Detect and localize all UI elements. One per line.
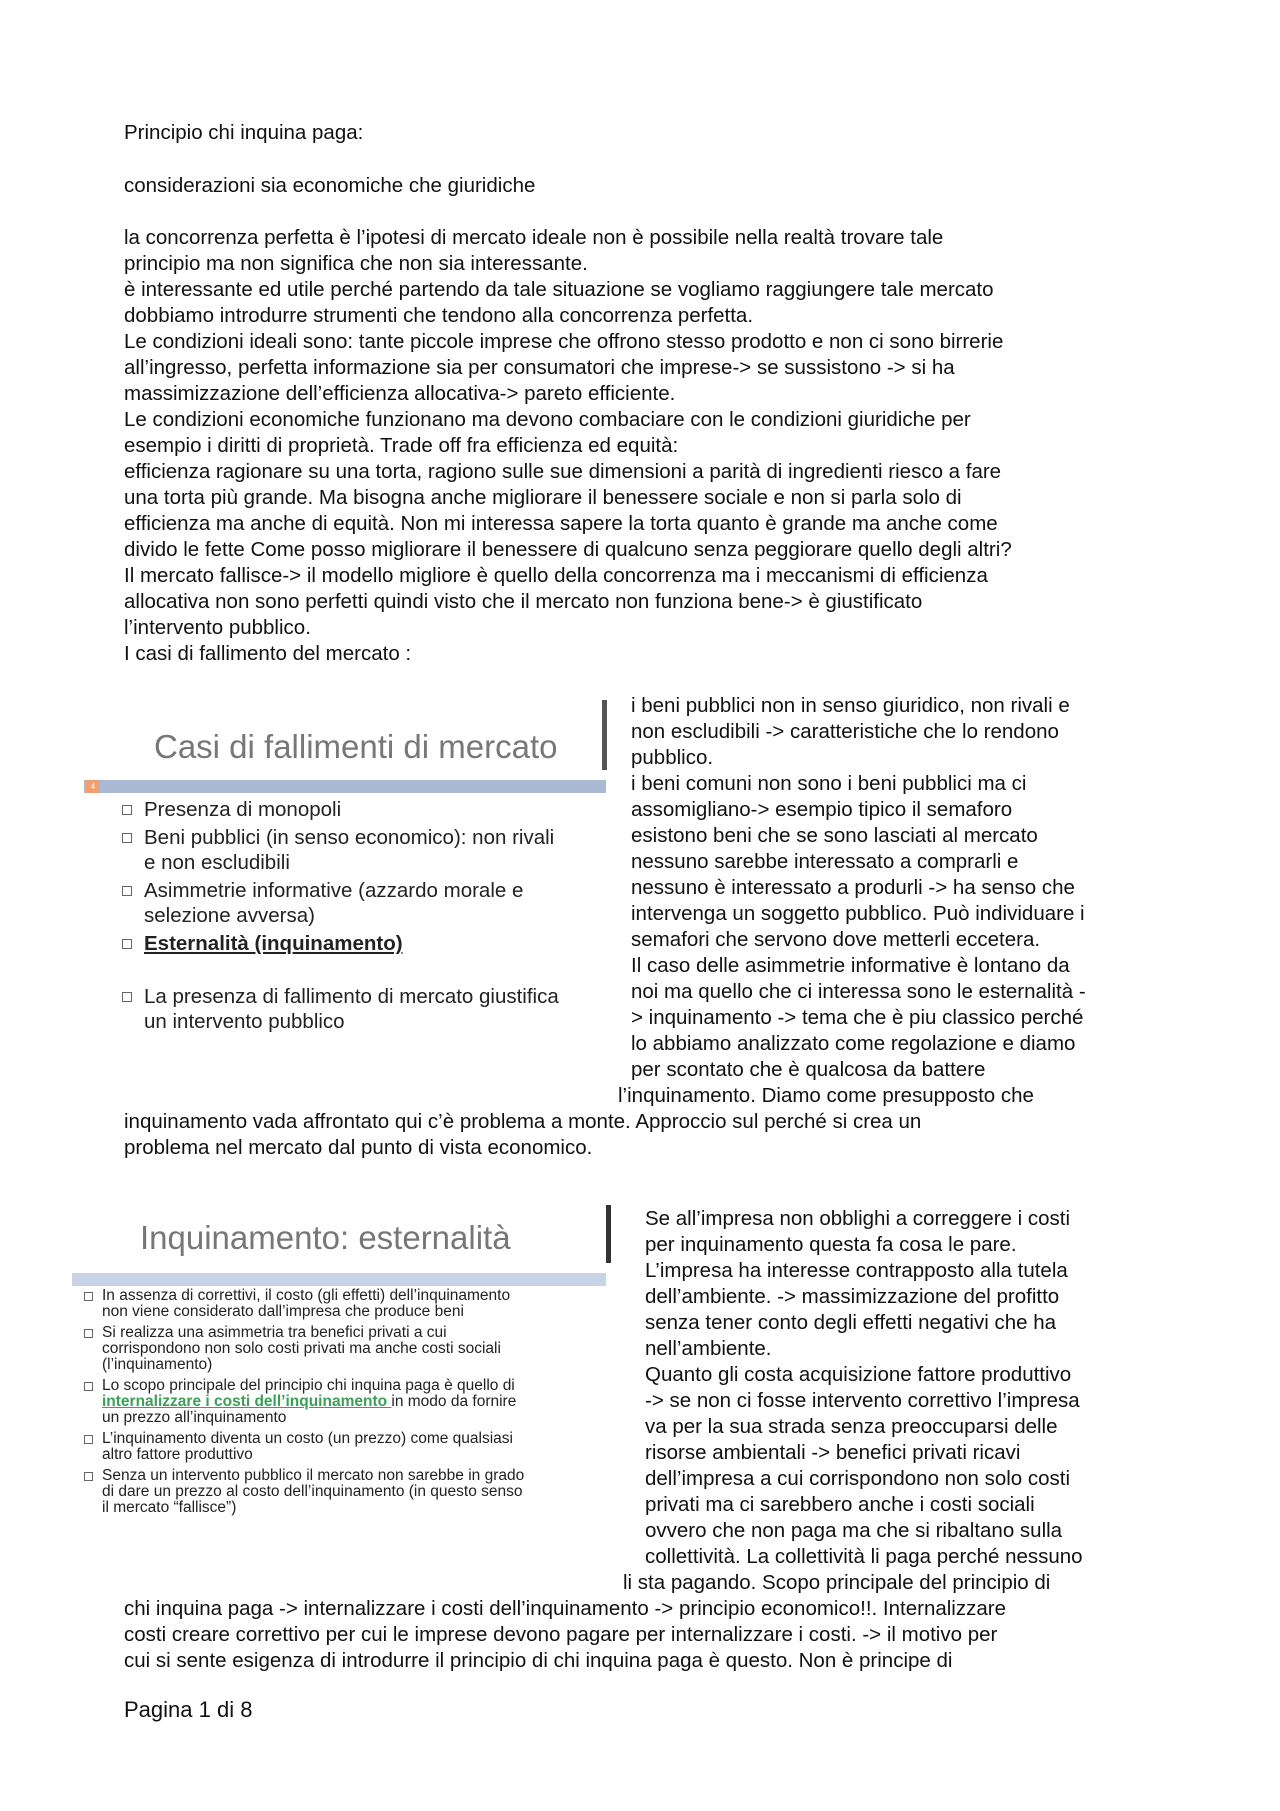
text-line: noi ma quello che ci interessa sono le esternalità - [631,980,1086,1003]
slide-bullet [120,797,600,822]
slide2-header-bar [72,1273,606,1286]
slide-bullet [82,1288,602,1320]
slide-bullet-text: Si realizza una asimmetria tra benefici privati a cui [102,1324,447,1341]
section1-wrap-line: l’inquinamento. Diamo come presupposto che [618,1084,1034,1107]
slide-bullet [82,1431,602,1463]
text-line: i beni comuni non sono i beni pubblici ma ci [631,772,1027,795]
text-line: all’ingresso, perfetta informazione sia per consumatori che imprese-> se sussistono -> si ha [124,356,955,379]
text-line: efficienza ragionare su una torta, ragiono sulle sue dimensioni a parità di ingredienti riesco a fare [124,460,1002,483]
page-number: Pagina 1 di 8 [124,1697,253,1722]
slide1-title: Casi di fallimenti di mercato [154,728,558,765]
slide2-title: Inquinamento: esternalità [140,1219,511,1256]
slide-bullet [82,1378,602,1426]
text-line: i beni pubblici non in senso giuridico, non rivali e [631,694,1070,717]
square-bullet-icon [122,886,132,896]
text-line: lo abbiamo analizzato come regolazione e diamo [631,1032,1076,1055]
text-line: nell’ambiente. [645,1337,772,1360]
text-line: pubblico. [631,746,714,769]
text-line: risorse ambientali -> benefici privati ricavi [645,1441,1021,1464]
text-line: > inquinamento -> tema che è piu classico perché [631,1006,1084,1029]
text-line: per inquinamento questa fa cosa le pare. [645,1233,1017,1256]
text-line: intervenga un soggetto pubblico. Può individuare i [631,902,1085,925]
text-line: collettività. La collettività li paga perché nessuno [645,1545,1083,1568]
slide-pollution-externality [72,1205,612,1560]
text-line: efficienza ma anche di equità. Non mi interessa sapere la torta quanto è grande ma anche come [124,512,998,535]
square-bullet-icon [84,1435,93,1444]
text-line: non escludibili -> caratteristiche che lo rendono [631,720,1059,743]
text-line: divido le fette Come posso migliorare il benessere di qualcuno senza peggiorare quello degli altri? [124,538,1012,561]
slide-bullet-line: Beni pubblici (in senso economico): non rivali [144,826,555,849]
slide-market-failures [84,700,614,1060]
text-line: senza tener conto degli effetti negativi che ha [645,1311,1057,1334]
slide-bullet [120,825,600,875]
slide-bullet-text: In assenza di correttivi, il costo (gli effetti) dell’inquinamento [102,1287,511,1304]
slide-bullet-text: (l’inquinamento) [102,1356,213,1373]
text-line: va per la sua strada senza preoccuparsi delle [645,1415,1058,1438]
text-line: l’intervento pubblico. [124,616,311,639]
highlighted-keyword: internalizzare i costi dell’inquinamento [102,1393,392,1410]
slide-bullet-text: il mercato “fallisce”) [102,1499,237,1516]
text-line: Il mercato fallisce-> il modello migliore è quello della concorrenza ma i meccanismi di efficienza [124,564,988,587]
text-line: Le condizioni ideali sono: tante piccole imprese che offrono stesso prodotto e non ci sono birrerie [124,330,1004,353]
slide1-header-bar [84,780,606,793]
slide1-bullets [120,797,600,1037]
text-line: nessuno è interessato a produrli -> ha senso che [631,876,1075,899]
square-bullet-icon [122,833,132,843]
text-line: dell’impresa a cui corrispondono non solo costi [645,1467,1071,1490]
slide-bullet-line: un intervento pubblico [144,1010,345,1033]
intro-paragraph [124,225,1174,667]
square-bullet-icon [122,939,132,949]
slide-bullet-line: Esternalità (inquinamento) [144,932,403,955]
slide-bullet-text: non viene considerato dall’impresa che produce beni [102,1303,464,1320]
slide-bullet [120,984,600,1034]
slide2-bullets [82,1288,602,1521]
text-line: assomigliano-> esempio tipico il semaforo [631,798,1013,821]
doc-subtitle: considerazioni sia economiche che giuridiche [124,174,536,197]
text-line: esistono beni che se sono lasciati al mercato [631,824,1038,847]
square-bullet-icon [84,1329,93,1338]
slide-bullet [120,878,600,928]
section1-after-text [124,1109,1174,1161]
section2-wrap-line: li sta pagando. Scopo principale del principio di [623,1571,1051,1594]
slide-bullet-text: altro fattore produttivo [102,1446,253,1463]
slide1-number: 4 [86,780,100,793]
text-line: allocativa non sono perfetti quindi visto che il mercato non funziona bene-> è giustificato [124,590,923,613]
doc-title: Principio chi inquina paga: [124,121,364,144]
text-line: I casi di fallimento del mercato : [124,642,412,665]
slide-bullet [120,931,600,956]
square-bullet-icon [122,992,132,1002]
slide-bullet-line: Presenza di monopoli [144,798,342,821]
text-line: cui si sente esigenza di introdurre il principio di chi inquina paga è questo. Non è principe di [124,1649,953,1672]
text-line: dell’ambiente. -> massimizzazione del profitto [645,1285,1060,1308]
text-line: la concorrenza perfetta è l’ipotesi di mercato ideale non è possibile nella realtà trovare tale [124,226,944,249]
text-line: nessuno sarebbe interessato a comprarli e [631,850,1019,873]
slide-bullet-text: L’inquinamento diventa un costo (un prezzo) come qualsiasi [102,1430,513,1447]
text-line: privati ma ci sarebbero anche i costi sociali [645,1493,1035,1516]
square-bullet-icon [84,1382,93,1391]
slide1-side-bar [602,700,607,770]
section1-side-text [631,693,1191,1083]
slide-bullet-text: corrispondono non solo costi privati ma anche costi sociali [102,1340,501,1357]
section2-after-text [124,1596,1174,1674]
text-line: dobbiamo introdurre strumenti che tendono alla concorrenza perfetta. [124,304,754,327]
slide-bullet-text: Senza un intervento pubblico il mercato non sarebbe in grado [102,1467,525,1484]
slide-bullet-line: e non escludibili [144,851,290,874]
text-line: ovvero che non paga ma che si ribaltano sulla [645,1519,1063,1542]
text-line: chi inquina paga -> internalizzare i costi dell’inquinamento -> principio economico!!. Internalizzare [124,1597,1006,1620]
text-line: -> se non ci fosse intervento correttivo l’impresa [645,1389,1080,1412]
slide-bullet-text: Lo scopo principale del principio chi inquina paga è quello di [102,1377,515,1394]
slide-bullet-text: in modo da fornire [391,1393,517,1410]
square-bullet-icon [84,1472,93,1481]
text-line: Se all’impresa non obblighi a correggere i costi [645,1207,1071,1230]
slide-bullet [82,1325,602,1373]
text-line: Quanto gli costa acquisizione fattore produttivo [645,1363,1072,1386]
slide-bullet-text: di dare un prezzo al costo dell’inquinamento (in questo senso [102,1483,523,1500]
text-line: L’impresa ha interesse contrapposto alla tutela [645,1259,1068,1282]
text-line: massimizzazione dell’efficienza allocativa-> pareto efficiente. [124,382,676,405]
text-line: una torta più grande. Ma bisogna anche migliorare il benessere sociale e non si parla solo di [124,486,962,509]
text-line: principio ma non significa che non sia interessante. [124,252,588,275]
section2-side-text [645,1206,1185,1570]
text-line: Il caso delle asimmetrie informative è lontano da [631,954,1070,977]
text-line: esempio i diritti di proprietà. Trade off fra efficienza ed equità: [124,434,679,457]
square-bullet-icon [122,805,132,815]
text-line: Le condizioni economiche funzionano ma devono combaciare con le condizioni giuridiche per [124,408,971,431]
text-line: per scontato che è qualcosa da battere [631,1058,986,1081]
slide-bullet [82,1468,602,1516]
text-line: problema nel mercato dal punto di vista economico. [124,1136,593,1159]
slide-bullet-line: selezione avversa) [144,904,315,927]
square-bullet-icon [84,1292,93,1301]
text-line: costi creare correttivo per cui le imprese devono pagare per internalizzare i costi. -> il motivo per [124,1623,998,1646]
slide2-side-bar [606,1205,611,1263]
text-line: è interessante ed utile perché partendo da tale situazione se vogliamo raggiungere tale mercato [124,278,994,301]
text-line: inquinamento vada affrontato qui c’è problema a monte. Approccio sul perché si crea un [124,1110,922,1133]
slide-bullet-text: un prezzo all’inquinamento [102,1409,287,1426]
slide-bullet-line: La presenza di fallimento di mercato giustifica [144,985,559,1008]
text-line: semafori che servono dove metterli eccetera. [631,928,1041,951]
slide-bullet-line: Asimmetrie informative (azzardo morale e [144,879,524,902]
